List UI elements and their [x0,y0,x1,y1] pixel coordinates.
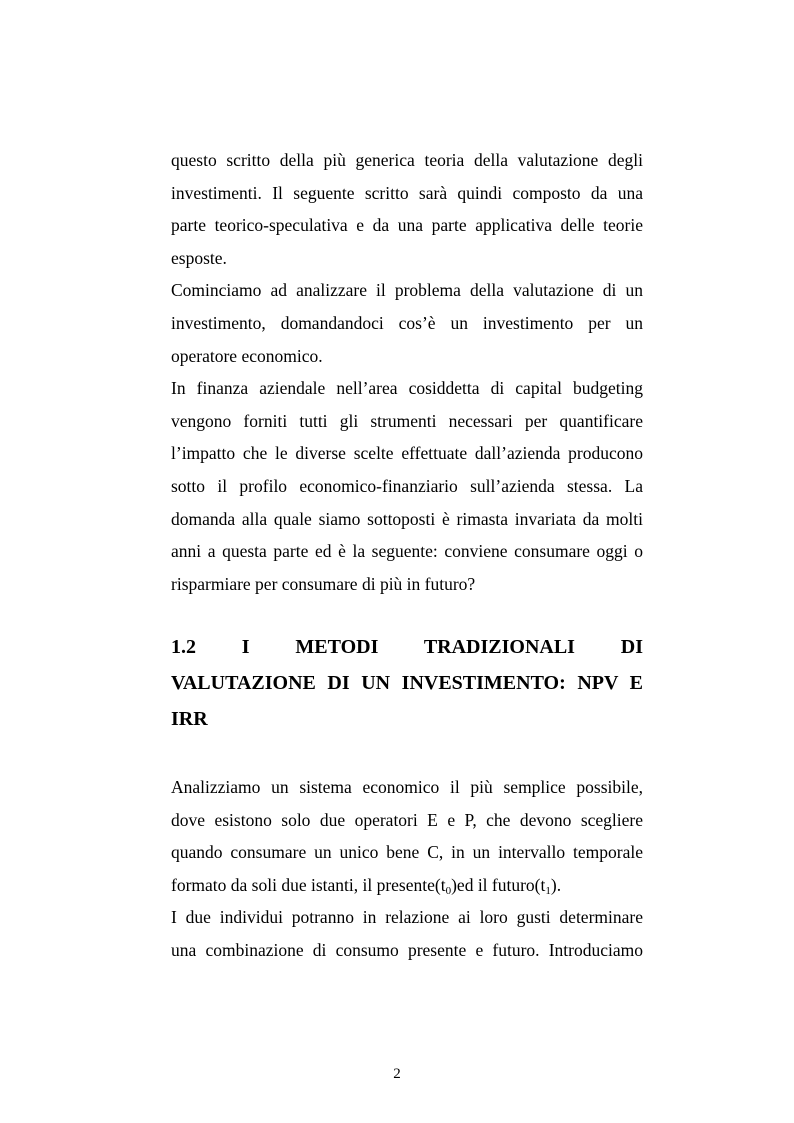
text-line: quando consumare un unico bene C, in un intervallo temporale [171,842,643,863]
paragraph-investimento [171,274,643,372]
text-line: questo scritto della più generica teoria della valutazione degli [171,150,643,170]
section-heading [171,629,643,737]
text-fragment: )ed il futuro(t [451,874,546,895]
heading-line: VALUTAZIONE DI UN INVESTIMENTO: NPV E [171,672,643,694]
text-line: In finanza aziendale nell’area cosiddetta di capital budgeting [171,378,643,399]
paragraph-finanza-aziendale [171,372,643,600]
text-line: esposte. [171,247,227,268]
text-line: investimento, domandandoci cos’è un investimento per un [171,312,643,333]
paragraph-due-individui [171,901,643,966]
text-line: domanda alla quale siamo sottoposti è rimasta invariata da molti [171,508,643,529]
bottom-text-block [171,771,643,967]
text-fragment: formato da soli due istanti, il presente(t [171,874,446,895]
text-line: risparmiare per consumare di più in futuro? [171,573,476,594]
text-line: vengono forniti tutti gli strumenti necessari per quantificare [171,410,643,431]
text-line: dove esistono solo due operatori E e P, che devono scegliere [171,809,643,830]
text-line: l’impatto che le diverse scelte effettuate dall’azienda producono [171,443,643,464]
text-line: Cominciamo ad analizzare il problema della valutazione di un [171,280,643,301]
text-line: operatore economico. [171,345,323,366]
paragraph-intro [171,144,643,274]
paragraph-sistema-economico [171,771,643,901]
page-number: 2 [393,1066,401,1082]
text-line: sotto il profilo economico-finanziario sull’azienda stessa. La [171,475,643,496]
top-text-block [171,144,643,600]
text-line: I due individui potranno in relazione ai loro gusti determinare [171,907,643,928]
text-line: una combinazione di consumo presente e futuro. Introduciamo [171,939,643,960]
text-line: investimenti. Il seguente scritto sarà quindi composto da una [171,182,643,203]
subscript-zero: 0 [445,884,452,897]
text-line: parte teorico-speculativa e da una parte applicativa delle teorie [171,215,643,236]
text-line [171,869,643,902]
text-fragment: ). [550,874,562,895]
heading-line: 1.2 I METODI TRADIZIONALI DI [171,636,643,658]
text-line: Analizziamo un sistema economico il più semplice possibile, [171,777,643,797]
text-line: anni a questa parte ed è la seguente: conviene consumare oggi o [171,541,643,562]
heading-line: IRR [171,708,208,730]
subscript-one: 1 [545,884,551,897]
